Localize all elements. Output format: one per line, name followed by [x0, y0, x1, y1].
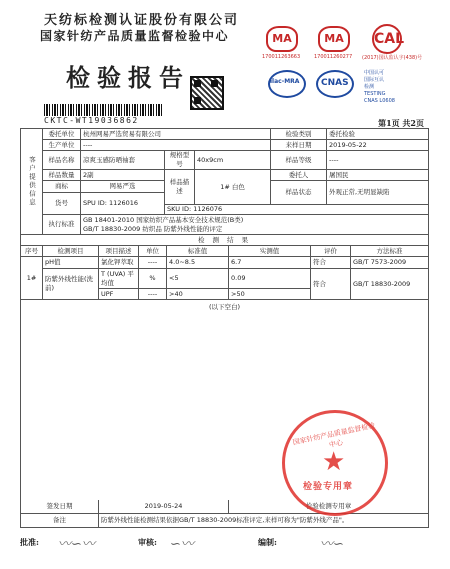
sample-desc-value: 1# 白色 [195, 170, 271, 205]
inspect-type-value: 委托检验 [327, 129, 429, 140]
col-header-no: 序号 [21, 246, 43, 257]
org-name-line2: 国家针纺产品质量监督检验中心 [40, 29, 230, 43]
barcode [44, 104, 162, 116]
seal-arc-text: 国家针纺产品质量监督检验中心 [292, 421, 376, 450]
sample-name-value: 凉爽玉感防晒袖套 [81, 151, 165, 170]
cell-item: pH值 [43, 257, 99, 269]
cell-method: GB/T 7573-2009 [351, 257, 429, 269]
cnas-cn-1: 中国认可 [364, 70, 385, 76]
col-header-item: 检测项目 [43, 246, 99, 257]
cell-item: 防紫外线性能(洗前) [43, 269, 99, 300]
sample-name-label: 样品名称 [43, 151, 81, 170]
cell-desc: 氯化钾萃取 [99, 257, 139, 269]
edit-label: 编制: [258, 537, 277, 547]
cnas-cn-2: 国际互认 [364, 77, 385, 83]
cell-unit: ---- [139, 257, 167, 269]
col-header-method: 方法标准 [351, 246, 429, 257]
edit-signature: 〰∽ [320, 537, 344, 552]
cma-number-1: 170011263663 [262, 54, 301, 60]
grade-value: ---- [327, 151, 429, 170]
cell-unit: % [139, 269, 167, 289]
receive-date-label: 来样日期 [271, 140, 327, 151]
standard-label: 执行标准 [43, 215, 81, 235]
cma-number-2: 170011260277 [314, 54, 353, 60]
table-row [21, 269, 429, 289]
entrust-label: 委托单位 [43, 129, 81, 140]
cell-method: GB/T 18830-2009 [351, 269, 429, 300]
cnas-label: CNAS [321, 78, 349, 88]
cell-measured: 6.7 [229, 257, 311, 269]
cal-number: (2017)国认监认字(438)号 [362, 55, 423, 61]
cell-desc: T (UVA) 平均值 [99, 269, 139, 289]
item-no-value-1: SPU ID: 1126016 [81, 193, 165, 215]
cma-mark-2: MA [318, 26, 350, 52]
inspect-type-label: 检验类别 [271, 129, 327, 140]
cell-eval: 符合 [311, 257, 351, 269]
qty-label: 样品数量 [43, 170, 81, 181]
appearance-label: 样品状态 [271, 181, 327, 205]
cell-desc: UPF [99, 289, 139, 300]
appearance-value: 外观正常,无明显缺陷 [327, 181, 429, 205]
remark-label: 备注 [21, 514, 99, 528]
cal-mark: CAL [372, 24, 402, 54]
cell-eval: 符合 [311, 269, 351, 300]
remark-value: 防紫外线性能检测结果依据GB/T 18830-2009标准评定,来样可称为"防紫外线产品"。 [99, 514, 429, 528]
ilac-mra-label: ilac-MRA [270, 78, 300, 85]
col-header-unit: 单位 [139, 246, 167, 257]
receive-date-value: 2019-05-22 [327, 140, 429, 151]
seal-use-text: 检验专用章 [303, 482, 354, 492]
cell-measured: 0.09 [229, 269, 311, 289]
page-info: 第1页 共2页 [378, 118, 424, 128]
producer-value: ---- [81, 140, 271, 151]
col-header-measured: 实测值 [229, 246, 311, 257]
customer-info-table [20, 128, 429, 235]
cell-measured: >50 [229, 289, 311, 300]
col-header-desc: 项目描述 [99, 246, 139, 257]
issue-date-value: 2019-05-24 [99, 500, 229, 514]
approve-signature: 〰∽〰 [58, 537, 95, 552]
producer-label: 生产单位 [43, 140, 81, 151]
table-row [21, 257, 429, 269]
standard-block [81, 215, 429, 235]
item-no-label: 货号 [43, 193, 81, 215]
inspection-seal [282, 410, 388, 516]
report-number: CKTC-WT19036862 [44, 116, 139, 125]
standard-value-2: GB/T 18830-2009 纺织品 防紫外线性能的评定 [83, 224, 223, 233]
qr-code [190, 76, 224, 110]
star-icon: ★ [322, 447, 346, 477]
entrust-value: 杭州网易严选贸易有限公司 [81, 129, 271, 140]
issue-date-label: 签发日期 [21, 500, 99, 514]
review-label: 审核: [138, 537, 157, 547]
qty-value: 2副 [81, 170, 165, 181]
customer-info-label: 客户提供信息 [21, 129, 43, 235]
org-name-line1: 天纺标检测认证股份有限公司 [44, 13, 240, 28]
sample-no: 1# [21, 257, 43, 300]
report-title: 检验报告 [66, 63, 190, 92]
cma-mark-1: MA [266, 26, 298, 52]
cell-std: <5 [167, 269, 229, 289]
cnas-testing: TESTING [364, 91, 386, 97]
results-title: 检 测 结 果 [21, 235, 429, 246]
cnas-cn-3: 检测 [364, 84, 375, 90]
seal-label: 检验检测专用章 [229, 500, 429, 514]
cnas-number: CNAS L0608 [364, 98, 395, 104]
review-signature: ∽〰 [170, 537, 194, 552]
brand-value: 网易严选 [81, 181, 165, 193]
cell-unit: ---- [139, 289, 167, 300]
approve-label: 批准: [20, 537, 39, 547]
col-header-eval: 评价 [311, 246, 351, 257]
cell-std: >40 [167, 289, 229, 300]
spec-value: 40x9cm [195, 151, 271, 170]
col-header-std: 标准值 [167, 246, 229, 257]
entrustor-label: 委托人 [271, 170, 327, 181]
standard-value-1: GB 18401-2010 国家纺织产品基本安全技术规范(B类) [83, 215, 244, 224]
sample-desc-label: 样品描述 [165, 170, 195, 205]
grade-label: 样品等级 [271, 151, 327, 170]
item-no-value-2: SKU ID: 1126076 [165, 205, 429, 215]
spec-label: 规格型号 [165, 151, 195, 170]
entrustor-value: 屠国民 [327, 170, 429, 181]
cell-std: 4.0~8.5 [167, 257, 229, 269]
brand-label: 商标 [43, 181, 81, 193]
blank-note: (以下空白) [21, 300, 429, 500]
